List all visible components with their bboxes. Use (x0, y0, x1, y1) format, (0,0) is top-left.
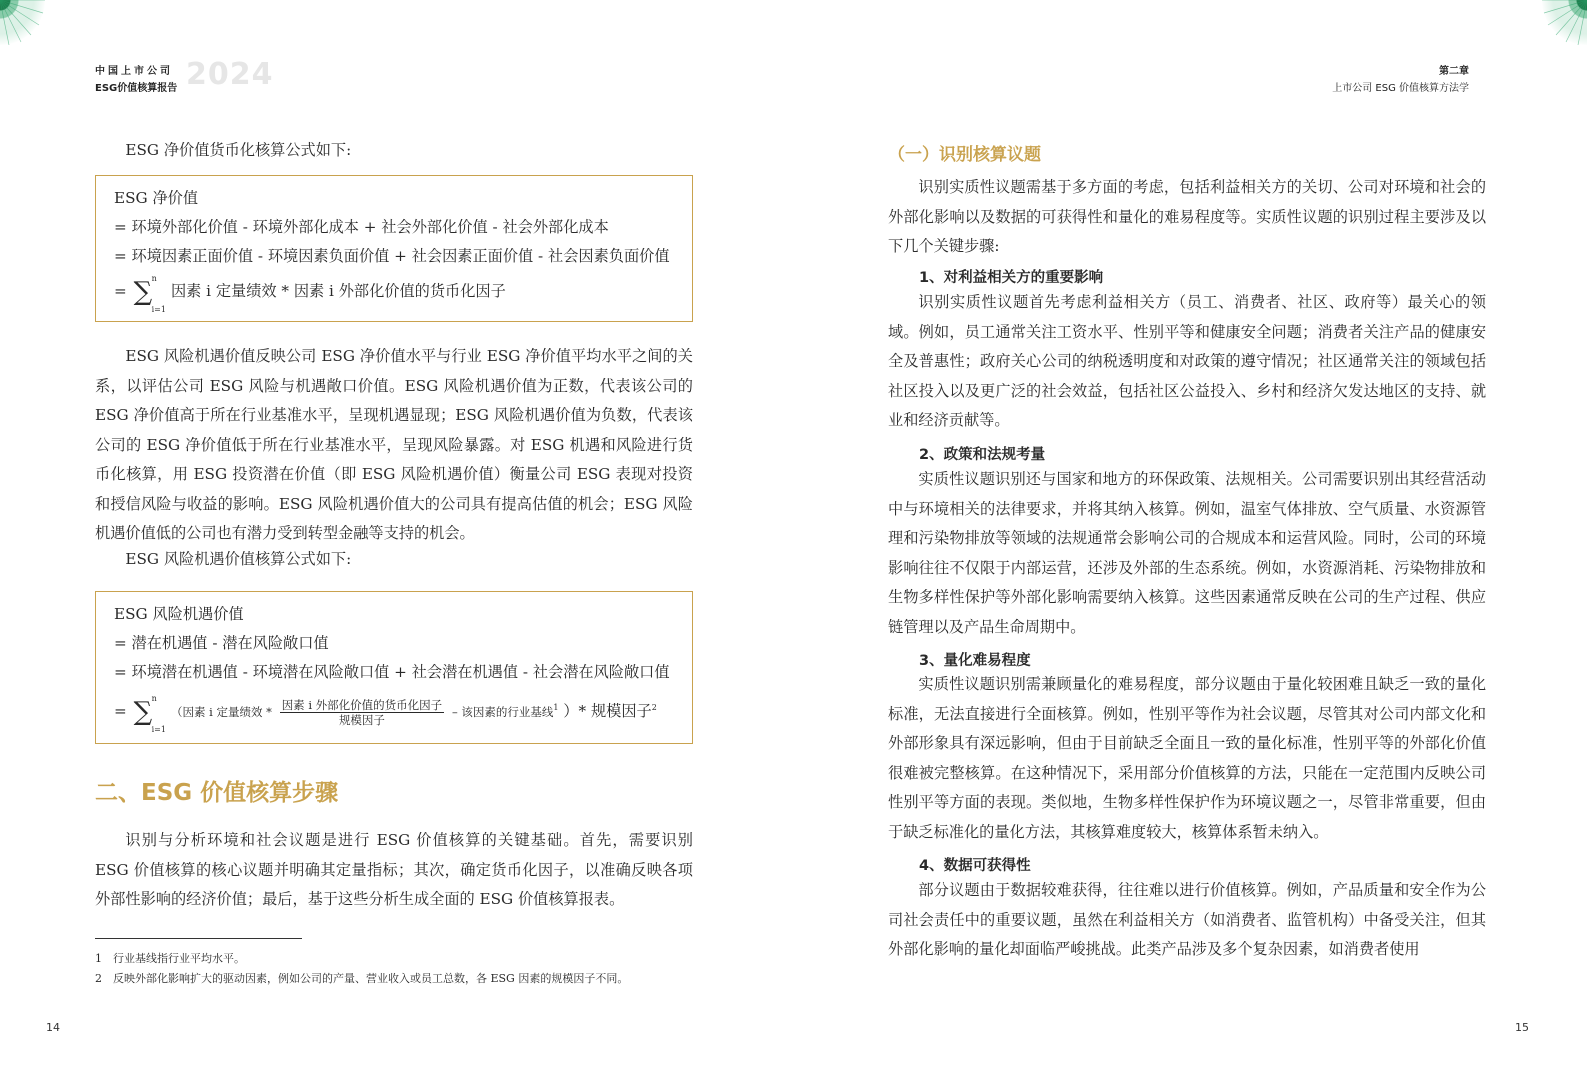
footnote-text: 行业基线指行业平均水平。 (113, 952, 245, 965)
item-title: 4、数据可获得性 (919, 858, 1031, 874)
sigma-symbol: ∑ n i=1 (133, 274, 166, 314)
formula-title: ESG 风险机遇价值 (114, 605, 244, 623)
item-text: 实质性议题识别还与国家和地方的环保政策、法规相关。公司需要识别出其经营活动中与环境相关的法律要求，并将其纳入核算。例如，温室气体排放、空气质量、水资源管理和污染物排放等领域的法规通常会影响公司的合规成本和运营风险。同时，公司的环境影响往往不仅限于内部运营，还涉及外部的生态系统。例如，水资源消耗、污染物排放和生物多样性保护等外部化影响需要纳入核算。这些因素通常反映在公司的生产过程、供应链管理以及产品生命周期中。 (888, 470, 1486, 636)
sigma-upper: n (151, 694, 157, 704)
footnote-divider (95, 938, 302, 939)
sigma-lower: i=1 (151, 725, 166, 735)
formula-equals: = (114, 702, 127, 721)
page-number: 14 (46, 1021, 60, 1034)
decorative-burst-icon (0, 0, 45, 45)
page-number: 15 (1515, 1021, 1529, 1034)
footnote-ref[interactable]: 1 (553, 703, 559, 712)
formula-close-part: ）* 规模因子 (563, 702, 652, 721)
subsection-title: （一）识别核算议题 (888, 145, 1041, 165)
formula-line: = 环境潜在机遇值 - 环境潜在风险敞口值 + 社会潜在机遇值 - 社会潜在风险敞口值 (114, 663, 670, 681)
fraction-numerator: 因素 i 外部化价值的货币化因子 (281, 697, 443, 712)
chapter-header (1332, 62, 1469, 94)
formula-open-part: （因素 i 定量绩效 * (170, 705, 272, 720)
decorative-burst-icon (1542, 0, 1587, 45)
footnote-number: 2 (95, 972, 102, 985)
formula-equals: = (114, 282, 127, 300)
fraction-denominator: 规模因子 (338, 712, 385, 727)
report-header (95, 62, 177, 94)
right-page (793, 0, 1587, 1077)
footnote-ref[interactable]: 2 (651, 703, 657, 712)
formula-line: = 环境外部化价值 - 环境外部化成本 + 社会外部化价值 - 社会外部化成本 (114, 218, 609, 236)
sigma-lower: i=1 (151, 305, 166, 314)
item-text: 部分议题由于数据较难获得，往往难以进行价值核算。例如，产品质量和安全作为公司社会责任中的重要议题，虽然在利益相关方（如消费者、监管机构）中备受关注，但其外部化影响的量化却面临严峻挑战。此类产品涉及多个复杂因素，如消费者使用 (888, 881, 1486, 958)
formula-sum-line (114, 693, 674, 735)
formula-line: = 潜在机遇值 - 潜在风险敞口值 (114, 634, 329, 652)
risk-paragraph: ESG 风险机遇价值反映公司 ESG 净价值水平与行业 ESG 净价值平均水平之间的关系，以评估公司 ESG 风险与机遇敞口价值。ESG 风险机遇价值为正数，代表该公司的 ESG 净价值高于所在行业基准水平，呈现机遇显现；ESG 风险机遇价值为负数，代表该公司的 ESG 净价值低于所在行业基准水平，呈现风险暴露。对 ESG 机遇和风险进行货币化核算，用 ESG 投资潜在价值（即 ESG 风险机遇价值）衡量公司 ESG 表现对投资和授信风险与收益的影响。ESG 风险机遇价值大的公司具有提高估值的机会；ESG 风险机遇价值低的公司也有潜力受到转型金融等支持的机会。 (95, 347, 693, 542)
formula-box-risk-value (95, 591, 693, 744)
footnote-item (95, 970, 628, 986)
chapter-title: 上市公司 ESG 价值核算方法学 (1332, 83, 1469, 94)
sigma-upper: n (151, 274, 157, 283)
sigma-symbol: ∑ n i=1 (133, 694, 166, 735)
header-year: 2024 (186, 57, 274, 92)
chapter-number: 第二章 (1439, 66, 1469, 77)
formula-line: = 环境因素正面价值 - 环境因素负面价值 + 社会因素正面价值 - 社会因素负面价值 (114, 247, 670, 265)
left-page (0, 0, 793, 1077)
footnote-item (95, 950, 245, 966)
formula-baseline-part: – 该因素的行业基线 (452, 705, 554, 720)
risk-formula-intro: ESG 风险机遇价值核算公式如下: (125, 550, 352, 568)
formula-box-net-value (95, 175, 693, 322)
item-text: 识别实质性议题首先考虑利益相关方（员工、消费者、社区、政府等）最关心的领域。例如，员工通常关注工资水平、性别平等和健康安全问题；消费者关注产品的健康安全及普惠性；政府关心公司的纳税透明度和对政策的遵守情况；社区通常关注的领域包括社区投入以及更广泛的社会效益，包括社区公益投入、乡村和经济欠发达地区的支持、就业和经济贡献等。 (888, 293, 1486, 429)
item-text: 实质性议题识别需兼顾量化的难易程度，部分议题由于量化较困难且缺乏一致的量化标准，无法直接进行全面核算。例如，性别平等作为社会议题，尽管其对公司内部文化和外部形象具有深远影响，但由于目前缺乏全面且一致的量化标准，性别平等的外部化价值很难被完整核算。在这种情况下，采用部分价值核算的方法，只能在一定范围内反映公司性别平等方面的表现。类似地，生物多样性保护作为环境议题之一，尽管非常重要，但由于缺乏标准化的量化方法，其核算难度较大，核算体系暂未纳入。 (888, 675, 1486, 841)
formula-title: ESG 净价值 (114, 189, 199, 207)
formula-sum-text: 因素 i 定量绩效 * 因素 i 外部化价值的货币化因子 (170, 282, 506, 300)
item-title: 3、量化难易程度 (919, 653, 1031, 669)
formula-fraction (280, 698, 445, 727)
subsection-intro: 识别实质性议题需基于多方面的考虑，包括利益相关方的关切、公司对环境和社会的外部化影响以及数据的可获得性和量化的难易程度等。实质性议题的识别过程主要涉及以下几个关键步骤: (888, 178, 1486, 255)
section-paragraph: 识别与分析环境和社会议题是进行 ESG 价值核算的关键基础。首先，需要识别 ESG 价值核算的核心议题并明确其定量指标；其次，确定货币化因子，以准确反映各项外部性影响的经济价值；最后，基于这些分析生成全面的 ESG 价值核算报表。 (95, 831, 693, 908)
net-value-intro: ESG 净价值货币化核算公式如下: (125, 141, 352, 159)
formula-sum-line (114, 274, 674, 314)
item-title: 1、对利益相关方的重要影响 (919, 270, 1104, 286)
footnote-text: 反映外部化影响扩大的驱动因素，例如公司的产量、营业收入或员工总数，各 ESG 因素的规模因子不同。 (113, 972, 629, 985)
header-report-line: ESG价值核算报告 (95, 83, 178, 94)
footnote-number: 1 (95, 952, 102, 965)
item-title: 2、政策和法规考量 (919, 447, 1046, 463)
header-company-line: 中国上市公司 (95, 66, 173, 77)
section-title-esg-steps: 二、ESG 价值核算步骤 (95, 780, 339, 806)
